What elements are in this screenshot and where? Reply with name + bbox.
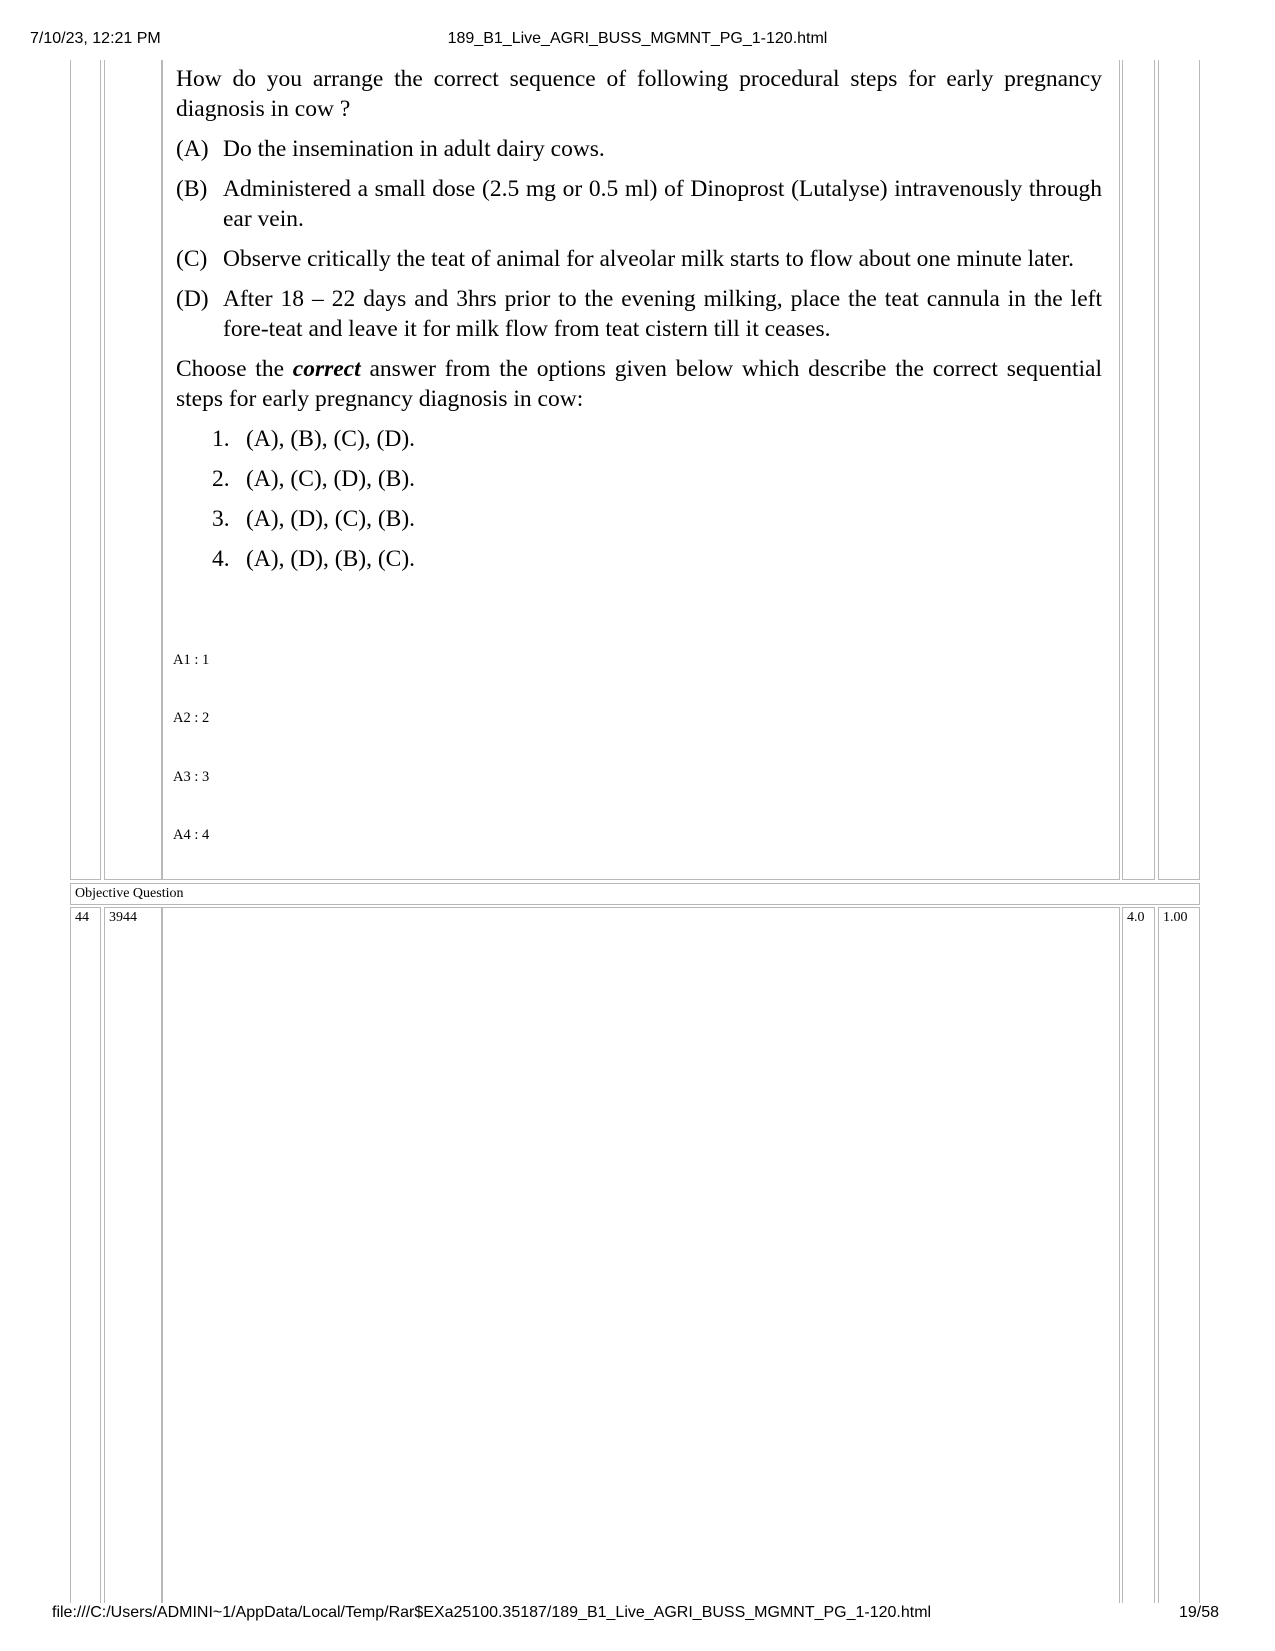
- q44-id: 3944: [104, 907, 162, 1603]
- option-2: 2. (A), (C), (D), (B).: [212, 466, 416, 492]
- print-date: 7/10/23, 12:21 PM: [30, 30, 161, 47]
- statement-d: (D) After 18 – 22 days and 3hrs prior to the evening milking, place the teat cannula in the left fore-teat and leave it for milk flow from teat cistern till it ceases.: [176, 286, 1102, 342]
- document-title: 189_B1_Live_AGRI_BUSS_MGMNT_PG_1-120.html: [447, 30, 828, 47]
- options-list: [212, 424, 1102, 584]
- page-number: 19/58: [1179, 1604, 1220, 1621]
- file-path: file:///C:/Users/ADMINI~1/AppData/Local/Temp/Rar$EXa25100.35187/189_B1_Live_AGRI_BUSS_MGMNT_PG_1-120.html: [52, 1604, 932, 1621]
- statement-a: (A) Do the insemination in adult dairy cows.: [176, 136, 605, 162]
- answer-1: A1 : 1: [173, 652, 210, 668]
- q44-negative: 1.00: [1158, 907, 1200, 1603]
- statement-c: (C) Observe critically the teat of animal for alveolar milk starts to flow about one minute later.: [176, 246, 1074, 272]
- q43-id-cell: [104, 60, 162, 880]
- q43-negative-cell: [1158, 60, 1200, 880]
- answer-4: A4 : 4: [173, 827, 210, 843]
- q44-marks: 4.0: [1122, 907, 1155, 1603]
- choose-instruction: Choose the correct answer from the options given below which describe the correct sequential steps for early pregnancy diagnosis in cow:: [176, 356, 1102, 412]
- section-label: Objective Question: [70, 883, 1200, 905]
- q43-serial-cell: [70, 60, 101, 880]
- option-4: 4. (A), (D), (B), (C).: [212, 546, 416, 572]
- q44-content-cell: [162, 907, 1120, 1603]
- answer-3: A3 : 3: [173, 769, 210, 785]
- option-3: 3. (A), (D), (C), (B).: [212, 506, 416, 532]
- answer-2: A2 : 2: [173, 710, 210, 726]
- q43-marks-cell: [1122, 60, 1155, 880]
- option-1: 1. (A), (B), (C), (D).: [212, 426, 416, 452]
- question-43-text: [176, 64, 1102, 584]
- question-stem: How do you arrange the correct sequence of following procedural steps for early pregnancy diagnosis in cow ?: [176, 66, 1102, 122]
- q44-serial: 44: [70, 907, 101, 1603]
- statement-b: (B) Administered a small dose (2.5 mg or 0.5 ml) of Dinoprost (Lutalyse) intravenously through ear vein.: [176, 176, 1102, 232]
